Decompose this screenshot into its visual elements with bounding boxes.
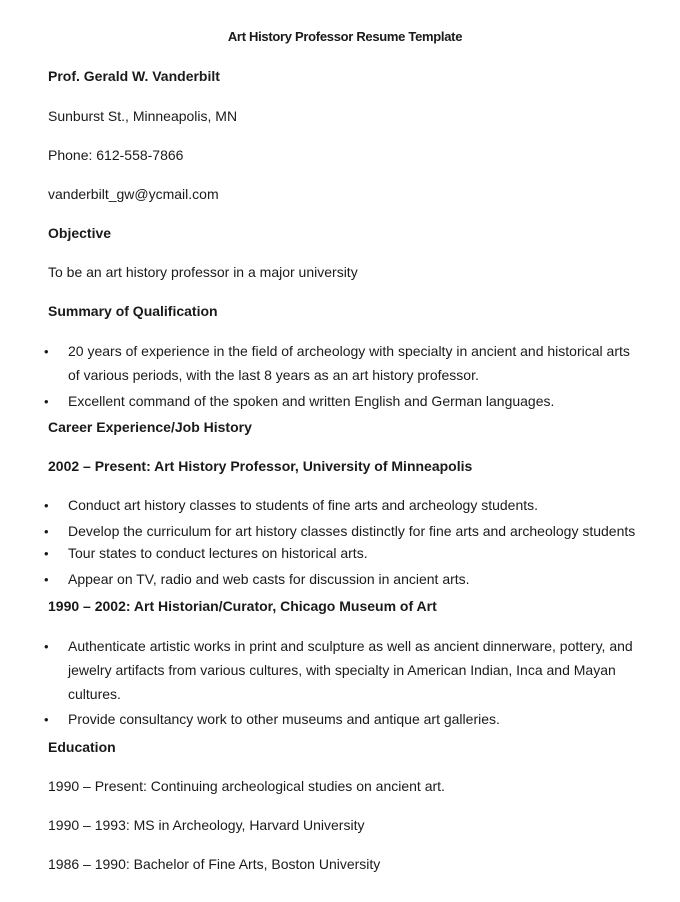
candidate-name: Prof. Gerald W. Vanderbilt — [48, 68, 220, 84]
job-1-bullet-3: Tour states to conduct lectures on historical arts. — [68, 545, 368, 561]
job-2-title: 1990 – 2002: Art Historian/Curator, Chicago Museum of Art — [48, 598, 437, 614]
bullet-icon: • — [44, 546, 49, 561]
objective-text: To be an art history professor in a major university — [48, 264, 358, 280]
job-2-bullet-1-line-2: jewelry artifacts from various cultures, with specialty in American Indian, Inca and Mayan — [68, 662, 616, 678]
document-title: Art History Professor Resume Template — [227, 29, 463, 44]
summary-heading: Summary of Qualification — [48, 303, 218, 319]
education-item-2: 1990 – 1993: MS in Archeology, Harvard University — [48, 817, 365, 833]
education-item-1: 1990 – Present: Continuing archeological studies on ancient art. — [48, 778, 445, 794]
bullet-icon: • — [44, 394, 49, 409]
bullet-icon: • — [44, 498, 49, 513]
job-2-bullet-2: Provide consultancy work to other museums and antique art galleries. — [68, 711, 500, 727]
career-heading: Career Experience/Job History — [48, 419, 252, 435]
job-1-bullet-4: Appear on TV, radio and web casts for discussion in ancient arts. — [68, 571, 470, 587]
job-2-bullet-1-line-3: cultures. — [68, 686, 121, 702]
job-1-bullet-1: Conduct art history classes to students of fine arts and archeology students. — [68, 497, 539, 513]
bullet-icon: • — [44, 572, 49, 587]
summary-bullet-2-line-1: Excellent command of the spoken and written English and German languages. — [68, 393, 555, 409]
bullet-icon: • — [44, 639, 49, 654]
address: Sunburst St., Minneapolis, MN — [48, 108, 238, 124]
email: vanderbilt_gw@ycmail.com — [48, 186, 219, 202]
education-heading: Education — [48, 739, 116, 755]
job-2-bullet-1-line-1: Authenticate artistic works in print and sculpture as well as ancient dinnerware, pottery, and — [68, 638, 633, 654]
summary-bullet-1-line-1: 20 years of experience in the field of archeology with specialty in ancient and historical arts — [68, 343, 630, 359]
bullet-icon: • — [44, 524, 49, 539]
phone: Phone: 612-558-7866 — [48, 147, 184, 163]
job-1-title: 2002 – Present: Art History Professor, University of Minneapolis — [48, 458, 473, 474]
summary-bullet-1-line-2: of various periods, with the last 8 years as an art history professor. — [68, 367, 479, 383]
job-1-bullet-2: Develop the curriculum for art history classes distinctly for fine arts and archeology students — [68, 523, 636, 539]
bullet-icon: • — [44, 344, 49, 359]
education-item-3: 1986 – 1990: Bachelor of Fine Arts, Boston University — [48, 856, 381, 872]
bullet-icon: • — [44, 712, 49, 727]
objective-heading: Objective — [48, 225, 112, 241]
